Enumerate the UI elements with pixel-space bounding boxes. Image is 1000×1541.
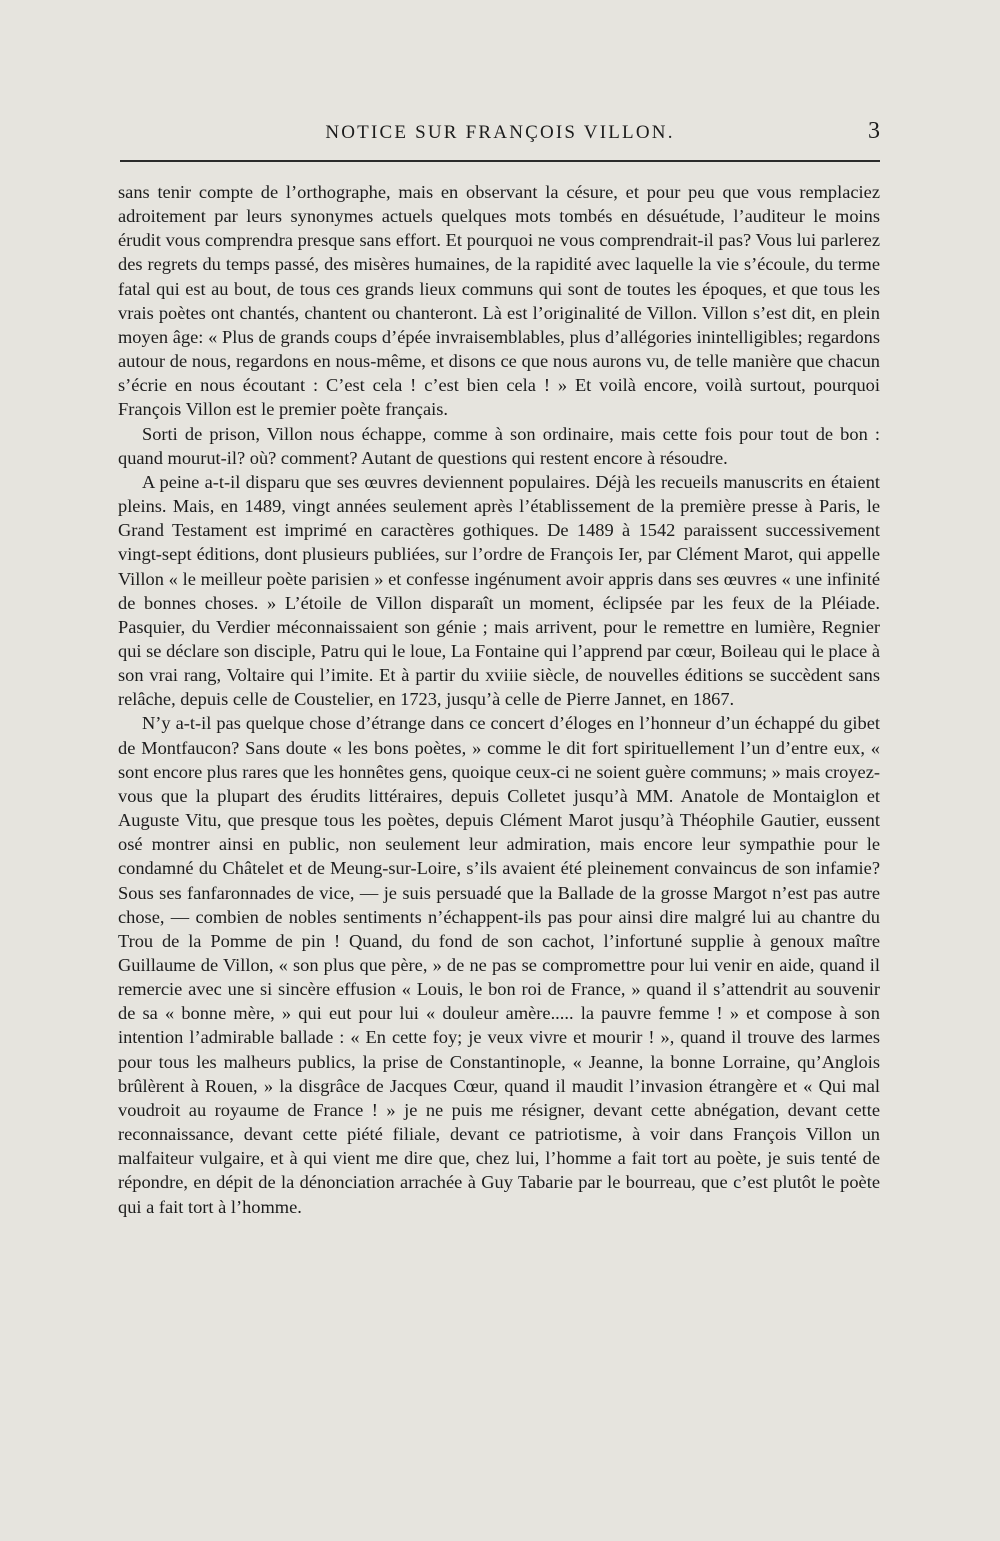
paragraph: N’y a-t-il pas quelque chose d’étrange dans ce concert d’éloges en l’honneur d’un échappé du gibet de Montfaucon? Sans doute « les bons poètes, » comme le dit fort spirituellement l’un d’entre eux, « sont encore plus rares que les honnêtes gens, quoique ceux-ci ne soient guère communs; » mais croyez-vous que la plupart des érudits littéraires, depuis Colletet jusqu’à MM. Anatole de Montaiglon et Auguste Vitu, que presque tous les poètes, depuis Clément Marot jusqu’à Théophile Gautier, eussent osé montrer ainsi en public, non seulement leur admiration, mais encore leur sympathie pour le condamné du Châtelet et de Meung-sur-Loire, s’ils avaient été pleinement convaincus de son infamie? Sous ses fanfaronnades de vice, — je suis persuadé que la Ballade de la grosse Margot n’est pas autre chose, — combien de nobles sentiments n’échappent-ils pas pour ainsi dire malgré lui au chantre du Trou de la Pomme de pin ! Quand, du fond de son cachot, l’infortuné supplie à genoux maître Guillaume de Villon, « son plus que père, » de ne pas se compromettre pour lui venir en aide, quand il remercie avec une si sincère effusion « Louis, le bon roi de France, » quand il s’attendrit au souvenir de sa « bonne mère, » qui eut pour lui « douleur amère..... la pauvre femme ! » et compose à son intention l’admirable ballade : « En cette foy; je veux vivre et mourir ! », quand il trouve des larmes pour tous les malheurs publics, la prise de Constantinople, « Jeanne, la bonne Lorraine, qu’Anglois brûlèrent à Rouen, » la disgrâce de Jacques Cœur, quand il maudit l’invasion étrangère et « Qui mal voudroit au royaume de France ! » je ne puis me résigner, devant cette abnégation, devant cette reconnaissance, devant cette piété filiale, devant ce patriotisme, à voir dans François Villon un malfaiteur vulgaire, et à qui vient me dire que, chez lui, l’homme a fait tort au poète, je suis tenté de répondre, en dépit de la dénonciation arrachée à Guy Tabarie par le bourreau, que c’est plutôt le poète qui a fait tort à l’homme. <box>118 713 880 1217</box>
page-header <box>120 118 880 158</box>
header-rule <box>120 160 880 162</box>
body-text <box>118 180 880 1380</box>
paragraph: Sorti de prison, Villon nous échappe, comme à son ordinaire, mais cette fois pour tout de bon : quand mourut-il? où? comment? Autant de questions qui restent encore à résoudre. <box>118 423 880 468</box>
running-title: NOTICE SUR FRANÇOIS VILLON. <box>325 122 675 143</box>
page-number: 3 <box>868 118 880 144</box>
paragraph: A peine a-t-il disparu que ses œuvres deviennent populaires. Déjà les recueils manuscrits en étaient pleins. Mais, en 1489, vingt années seulement après l’établissement de la première presse à Paris, le Grand Testament est imprimé en caractères gothiques. De 1489 à 1542 paraissent successivement vingt-sept éditions, dont plusieurs publiées, sur l’ordre de François Ier, par Clément Marot, qui appelle Villon « le meilleur poète parisien » et confesse ingénument avoir appris dans ses œuvres « une infinité de bonnes choses. » L’étoile de Villon disparaît un moment, éclipsée par les feux de la Pléiade. Pasquier, du Verdier méconnaissaient son génie ; mais arrivent, pour le remettre en lumière, Regnier qui se déclare son disciple, Patru qui le loue, La Fontaine qui l’apprend par cœur, Boileau qui le place à son vrai rang, Voltaire qui l’imite. Et à partir du xviiie siècle, de nouvelles éditions se succèdent sans relâche, depuis celle de Coustelier, en 1723, jusqu’à celle de Pierre Jannet, en 1867. <box>118 471 880 710</box>
paragraph: sans tenir compte de l’orthographe, mais en observant la césure, et pour peu que vous remplaciez adroitement par leurs synonymes actuels quelques mots tombés en désuétude, l’auditeur le moins érudit vous comprendra presque sans effort. Et pourquoi ne vous comprendrait-il pas? Vous lui parlerez des regrets du temps passé, des misères humaines, de la rapidité avec laquelle la vie s’écoule, du terme fatal qui est au bout, de tous ces grands lieux communs qui sont de toutes les époques, et que tous les vrais poètes ont chantés, chantent ou chanteront. Là est l’originalité de Villon. Villon s’est dit, en plein moyen âge: « Plus de grands coups d’épée invraisemblables, plus d’allégories inintelligibles; regardons autour de nous, regardons en nous-même, et disons ce que nous aurons vu, de telle manière que chacun s’écrie en nous écoutant : C’est cela ! c’est bien cela ! » Et voilà encore, voilà surtout, pourquoi François Villon est le premier poète français. <box>118 182 880 420</box>
